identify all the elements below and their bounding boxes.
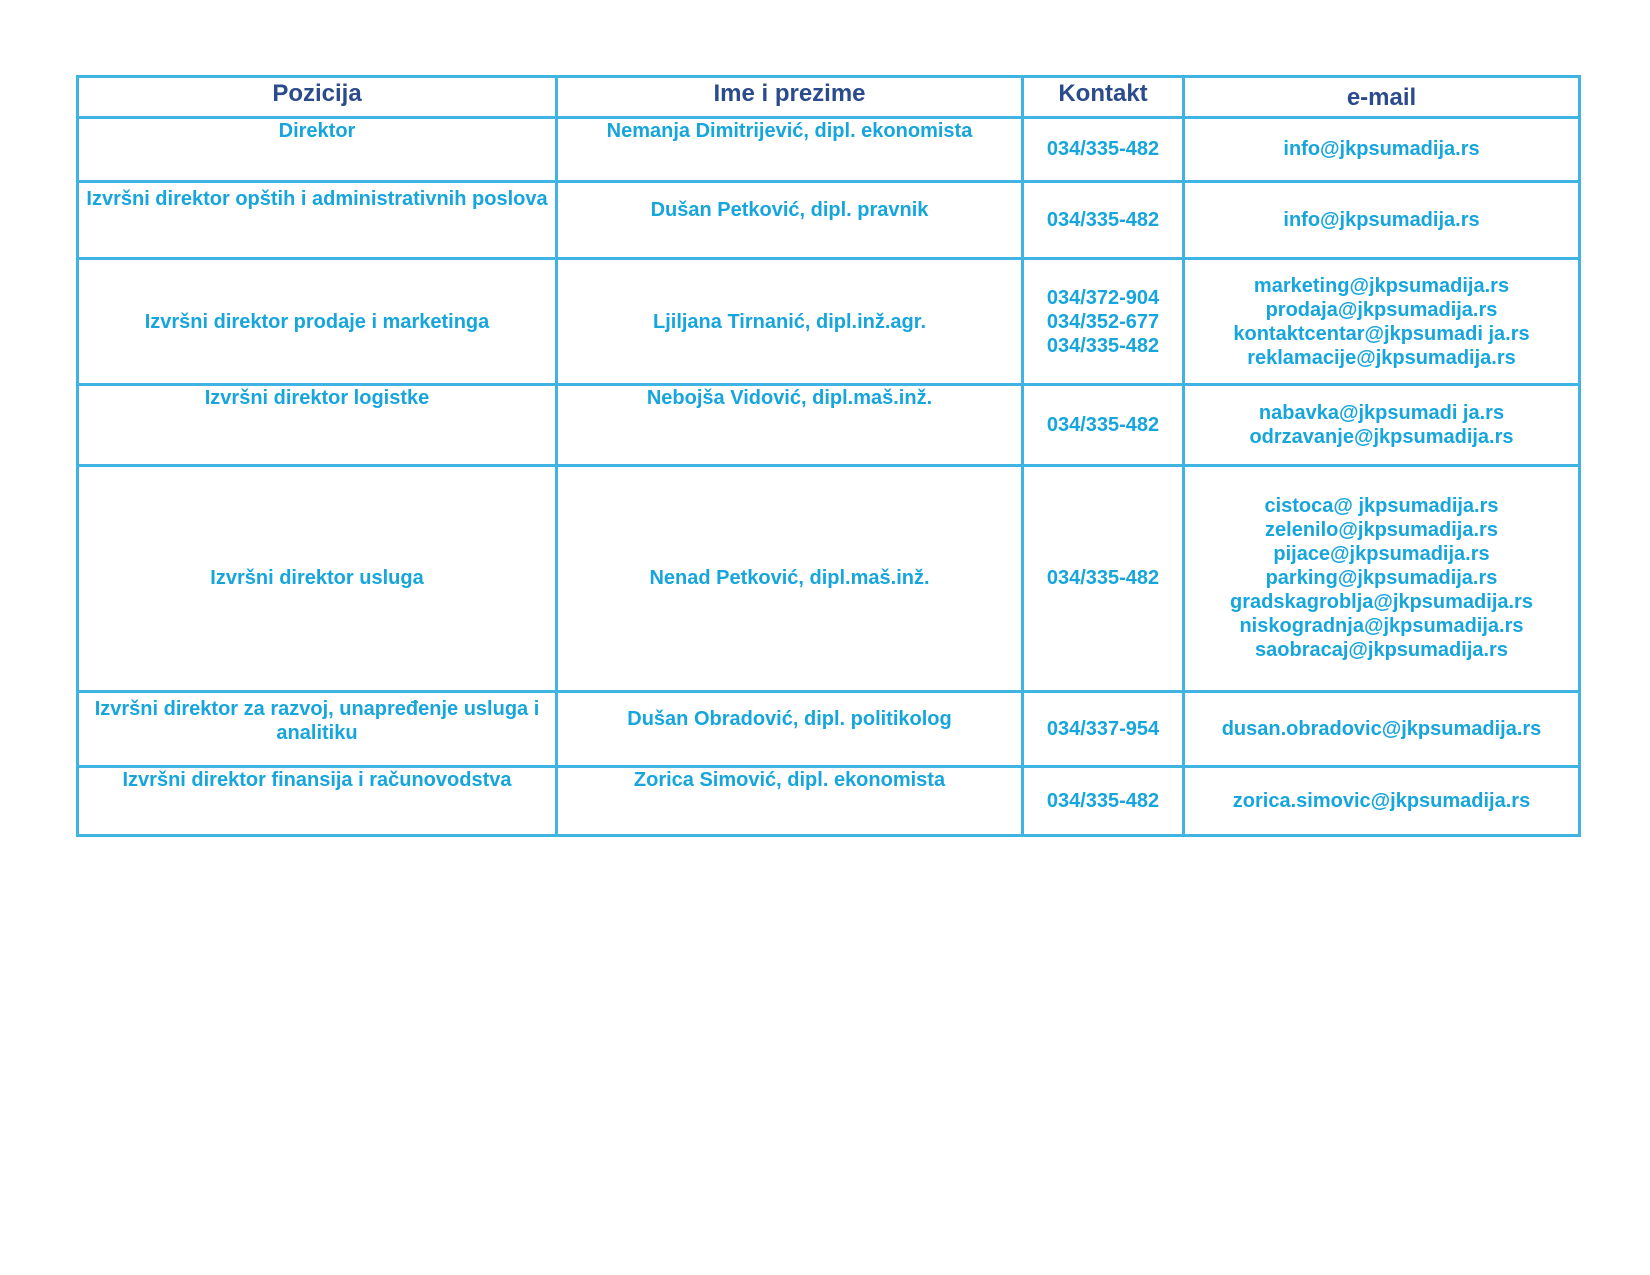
contact-cell [1023,118,1184,182]
table-row [78,767,1580,836]
position-cell: Izvršni direktor finansija i računovodstva [78,767,557,836]
email-address: prodaja@jkpsumadija.rs [1265,298,1498,321]
contact-cell [1023,465,1184,691]
table-row [78,118,1580,182]
email-cell [1184,181,1580,258]
email-address: kontaktcentar@jkpsumadi ja.rs [1233,322,1530,345]
header-contact: Kontakt [1023,77,1184,118]
name-cell: Nemanja Dimitrijević, dipl. ekonomista [557,118,1023,182]
header-position: Pozicija [78,77,557,118]
email-address: marketing@jkpsumadija.rs [1253,274,1510,297]
email-cell [1184,385,1580,465]
table-row [78,181,1580,258]
email-cell [1184,767,1580,836]
email-address: pijace@jkpsumadija.rs [1273,543,1490,566]
phone-number: 034/337-954 [1046,717,1160,740]
table-row [78,258,1580,385]
contact-cell [1023,258,1184,385]
email-address: info@jkpsumadija.rs [1283,138,1480,161]
email-address: info@jkpsumadija.rs [1283,208,1480,231]
name-cell: Dušan Petković, dipl. pravnik [557,181,1023,258]
name-cell: Nebojša Vidović, dipl.maš.inž. [557,385,1023,465]
email-address: reklamacije@jkpsumadija.rs [1247,346,1516,369]
table-row [78,465,1580,691]
phone-number: 034/352-677 [1046,310,1160,333]
name-cell: Dušan Obradović, dipl. politikolog [557,691,1023,766]
email-address: cistoca@ jkpsumadija.rs [1264,495,1499,518]
header-row [78,77,1580,118]
name-cell: Zorica Simović, dipl. ekonomista [557,767,1023,836]
contact-cell [1023,181,1184,258]
email-address: saobracaj@jkpsumadija.rs [1255,639,1508,662]
contact-cell [1023,385,1184,465]
email-cell [1184,258,1580,385]
name-cell: Ljiljana Tirnanić, dipl.inž.agr. [557,258,1023,385]
email-address: zorica.simovic@jkpsumadija.rs [1232,790,1531,813]
email-address: gradskagroblja@jkpsumadija.rs [1230,591,1533,614]
position-cell: Direktor [78,118,557,182]
phone-number: 034/335-482 [1046,208,1160,231]
position-cell: Izvršni direktor prodaje i marketinga [78,258,557,385]
position-cell: Izvršni direktor logistke [78,385,557,465]
email-address: zelenilo@jkpsumadija.rs [1265,519,1498,542]
header-name: Ime i prezime [557,77,1023,118]
contact-cell [1023,691,1184,766]
email-cell [1184,118,1580,182]
phone-number: 034/335-482 [1046,414,1160,437]
email-address: dusan.obradovic@jkpsumadija.rs [1221,717,1542,740]
email-address: nabavka@jkpsumadi ja.rs [1258,402,1505,425]
position-cell: Izvršni direktor za razvoj, unapređenje usluga i analitiku [78,691,557,766]
email-address: niskogradnja@jkpsumadija.rs [1239,615,1524,638]
email-address: parking@jkpsumadija.rs [1265,567,1498,590]
phone-number: 034/335-482 [1046,567,1160,590]
phone-number: 034/335-482 [1046,334,1160,357]
phone-number: 034/335-482 [1046,138,1160,161]
phone-number: 034/372-904 [1046,286,1160,309]
contact-cell [1023,767,1184,836]
header-email: e-mail [1184,77,1580,118]
table-row [78,691,1580,766]
name-cell: Nenad Petković, dipl.maš.inž. [557,465,1023,691]
contact-table [76,75,1581,837]
email-cell [1184,465,1580,691]
position-cell: Izvršni direktor opštih i administrativnih poslova [78,181,557,258]
position-cell: Izvršni direktor usluga [78,465,557,691]
email-address: odrzavanje@jkpsumadija.rs [1249,426,1514,449]
email-cell [1184,691,1580,766]
phone-number: 034/335-482 [1046,790,1160,813]
table-row [78,385,1580,465]
